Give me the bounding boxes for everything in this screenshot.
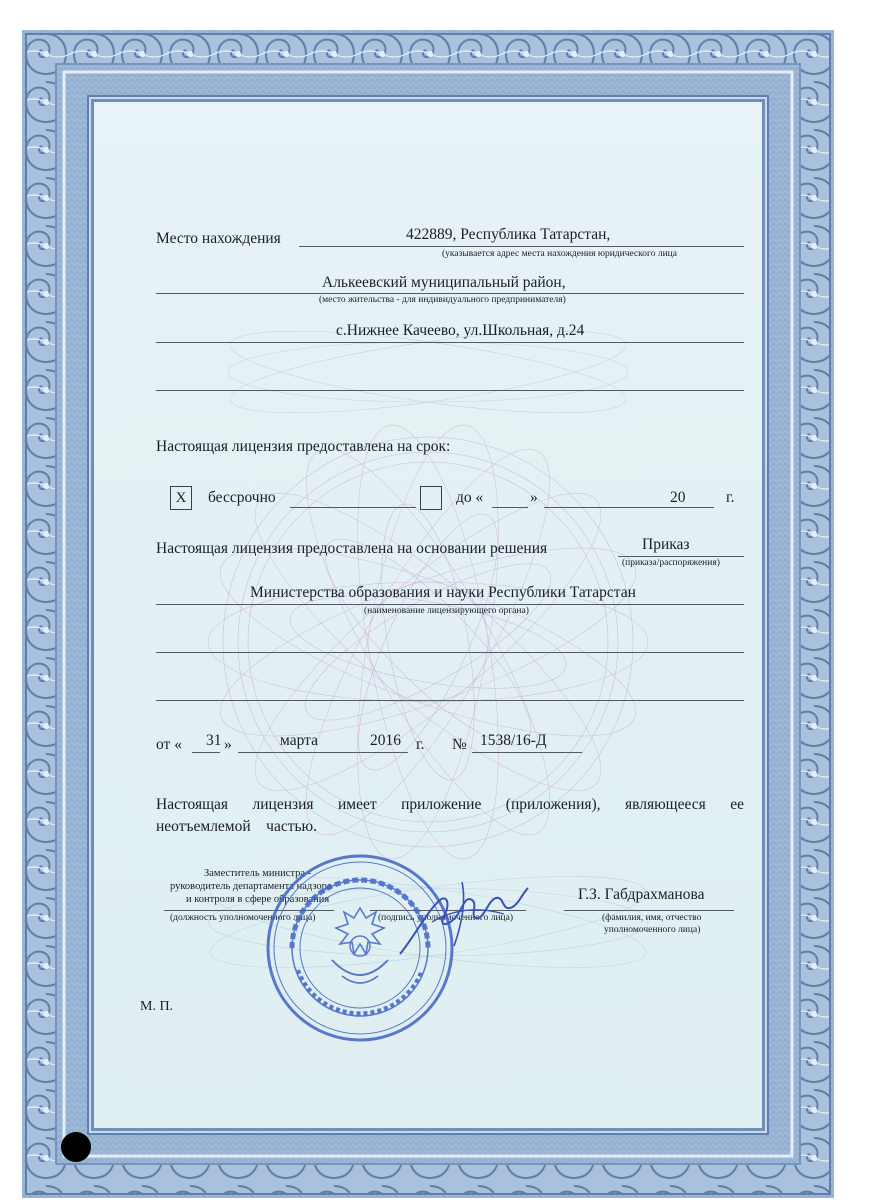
address-line-3	[156, 342, 744, 343]
address-line-2	[156, 293, 744, 294]
dated-checkbox	[420, 486, 442, 510]
appendix-word: приложение	[401, 796, 482, 813]
signature-hint: (подпись уполномоченного лица)	[378, 913, 514, 923]
month-line	[238, 752, 408, 753]
authority-line-2	[156, 652, 744, 653]
appendix-line-1	[156, 796, 744, 814]
number-line	[472, 752, 582, 753]
seal-place-label: М. П.	[140, 999, 174, 1014]
address-line-1-text: 422889, Республика Татарстан,	[406, 226, 611, 243]
decision-month: марта	[280, 732, 318, 749]
position-line-2: руководитель департамента надзора	[170, 881, 332, 892]
name-hint-line-2: уполномоченного лица)	[604, 925, 701, 935]
term-gap-line	[290, 507, 416, 508]
until-year-line	[694, 507, 714, 508]
name-line	[564, 910, 734, 911]
license-sheet	[22, 30, 834, 1198]
position-line-1: Заместитель министра -	[204, 868, 312, 879]
address-line-2-text: Алькеевский муниципальный район,	[322, 274, 566, 291]
address-hint-1: (указывается адрес места нахождения юридического лица	[442, 249, 677, 259]
term-heading: Настоящая лицензия предоставлена на срок:	[156, 438, 451, 455]
appendix-word: Настоящая	[156, 796, 229, 813]
punch-hole	[61, 1132, 91, 1162]
until-day-line	[492, 507, 528, 508]
until-year-prefix: 20	[670, 489, 686, 506]
decision-year: 2016	[370, 732, 401, 749]
doc-type-hint: (приказа/распоряжения)	[622, 558, 720, 568]
authority-hint: (наименование лицензирующего органа)	[364, 606, 529, 616]
day-line	[192, 752, 220, 753]
address-label: Место нахождения	[156, 230, 281, 247]
address-line-3-text: с.Нижнее Качеево, ул.Школьная, д.24	[336, 322, 585, 339]
until-label: до «	[456, 489, 484, 506]
address-hint-2: (место жительства - для индивидуального предпринимателя)	[319, 295, 566, 305]
handwritten-signature	[392, 870, 532, 960]
signatory-name: Г.З. Габдрахманова	[578, 886, 705, 903]
number-label: №	[452, 736, 467, 753]
appendix-word: имеет	[337, 796, 377, 813]
from-label: от «	[156, 736, 182, 753]
doc-type-line	[618, 556, 744, 557]
authority-line-3	[156, 700, 744, 701]
position-line-3: и контроля в сфере образования	[186, 894, 330, 905]
decision-number: 1538/16-Д	[480, 732, 547, 749]
name-hint-line-1: (фамилия, имя, отчество	[602, 913, 702, 923]
indefinite-label: бессрочно	[208, 489, 276, 506]
until-month-line	[544, 507, 694, 508]
until-close-quote: »	[530, 489, 538, 506]
appendix-word: (приложения),	[505, 796, 601, 813]
day-close-quote: »	[224, 736, 232, 753]
indefinite-checkbox: X	[170, 486, 192, 510]
authority-name: Министерства образования и науки Республики Татарстан	[250, 584, 636, 601]
year-suffix: г.	[416, 736, 425, 753]
basis-heading: Настоящая лицензия предоставлена на основании решения	[156, 540, 548, 557]
address-line-1	[299, 246, 744, 247]
authority-line	[156, 604, 744, 605]
until-year-suffix: г.	[726, 489, 735, 506]
address-line-4	[156, 390, 744, 391]
appendix-line-2: неотъемлемой частью.	[156, 818, 318, 835]
appendix-word: ее	[730, 796, 744, 813]
position-hint: (должность уполномоченного лица)	[170, 913, 316, 923]
decision-day: 31	[206, 732, 222, 749]
appendix-word: являющееся	[624, 796, 706, 813]
doc-type: Приказ	[642, 536, 690, 553]
appendix-word: лицензия	[252, 796, 314, 813]
